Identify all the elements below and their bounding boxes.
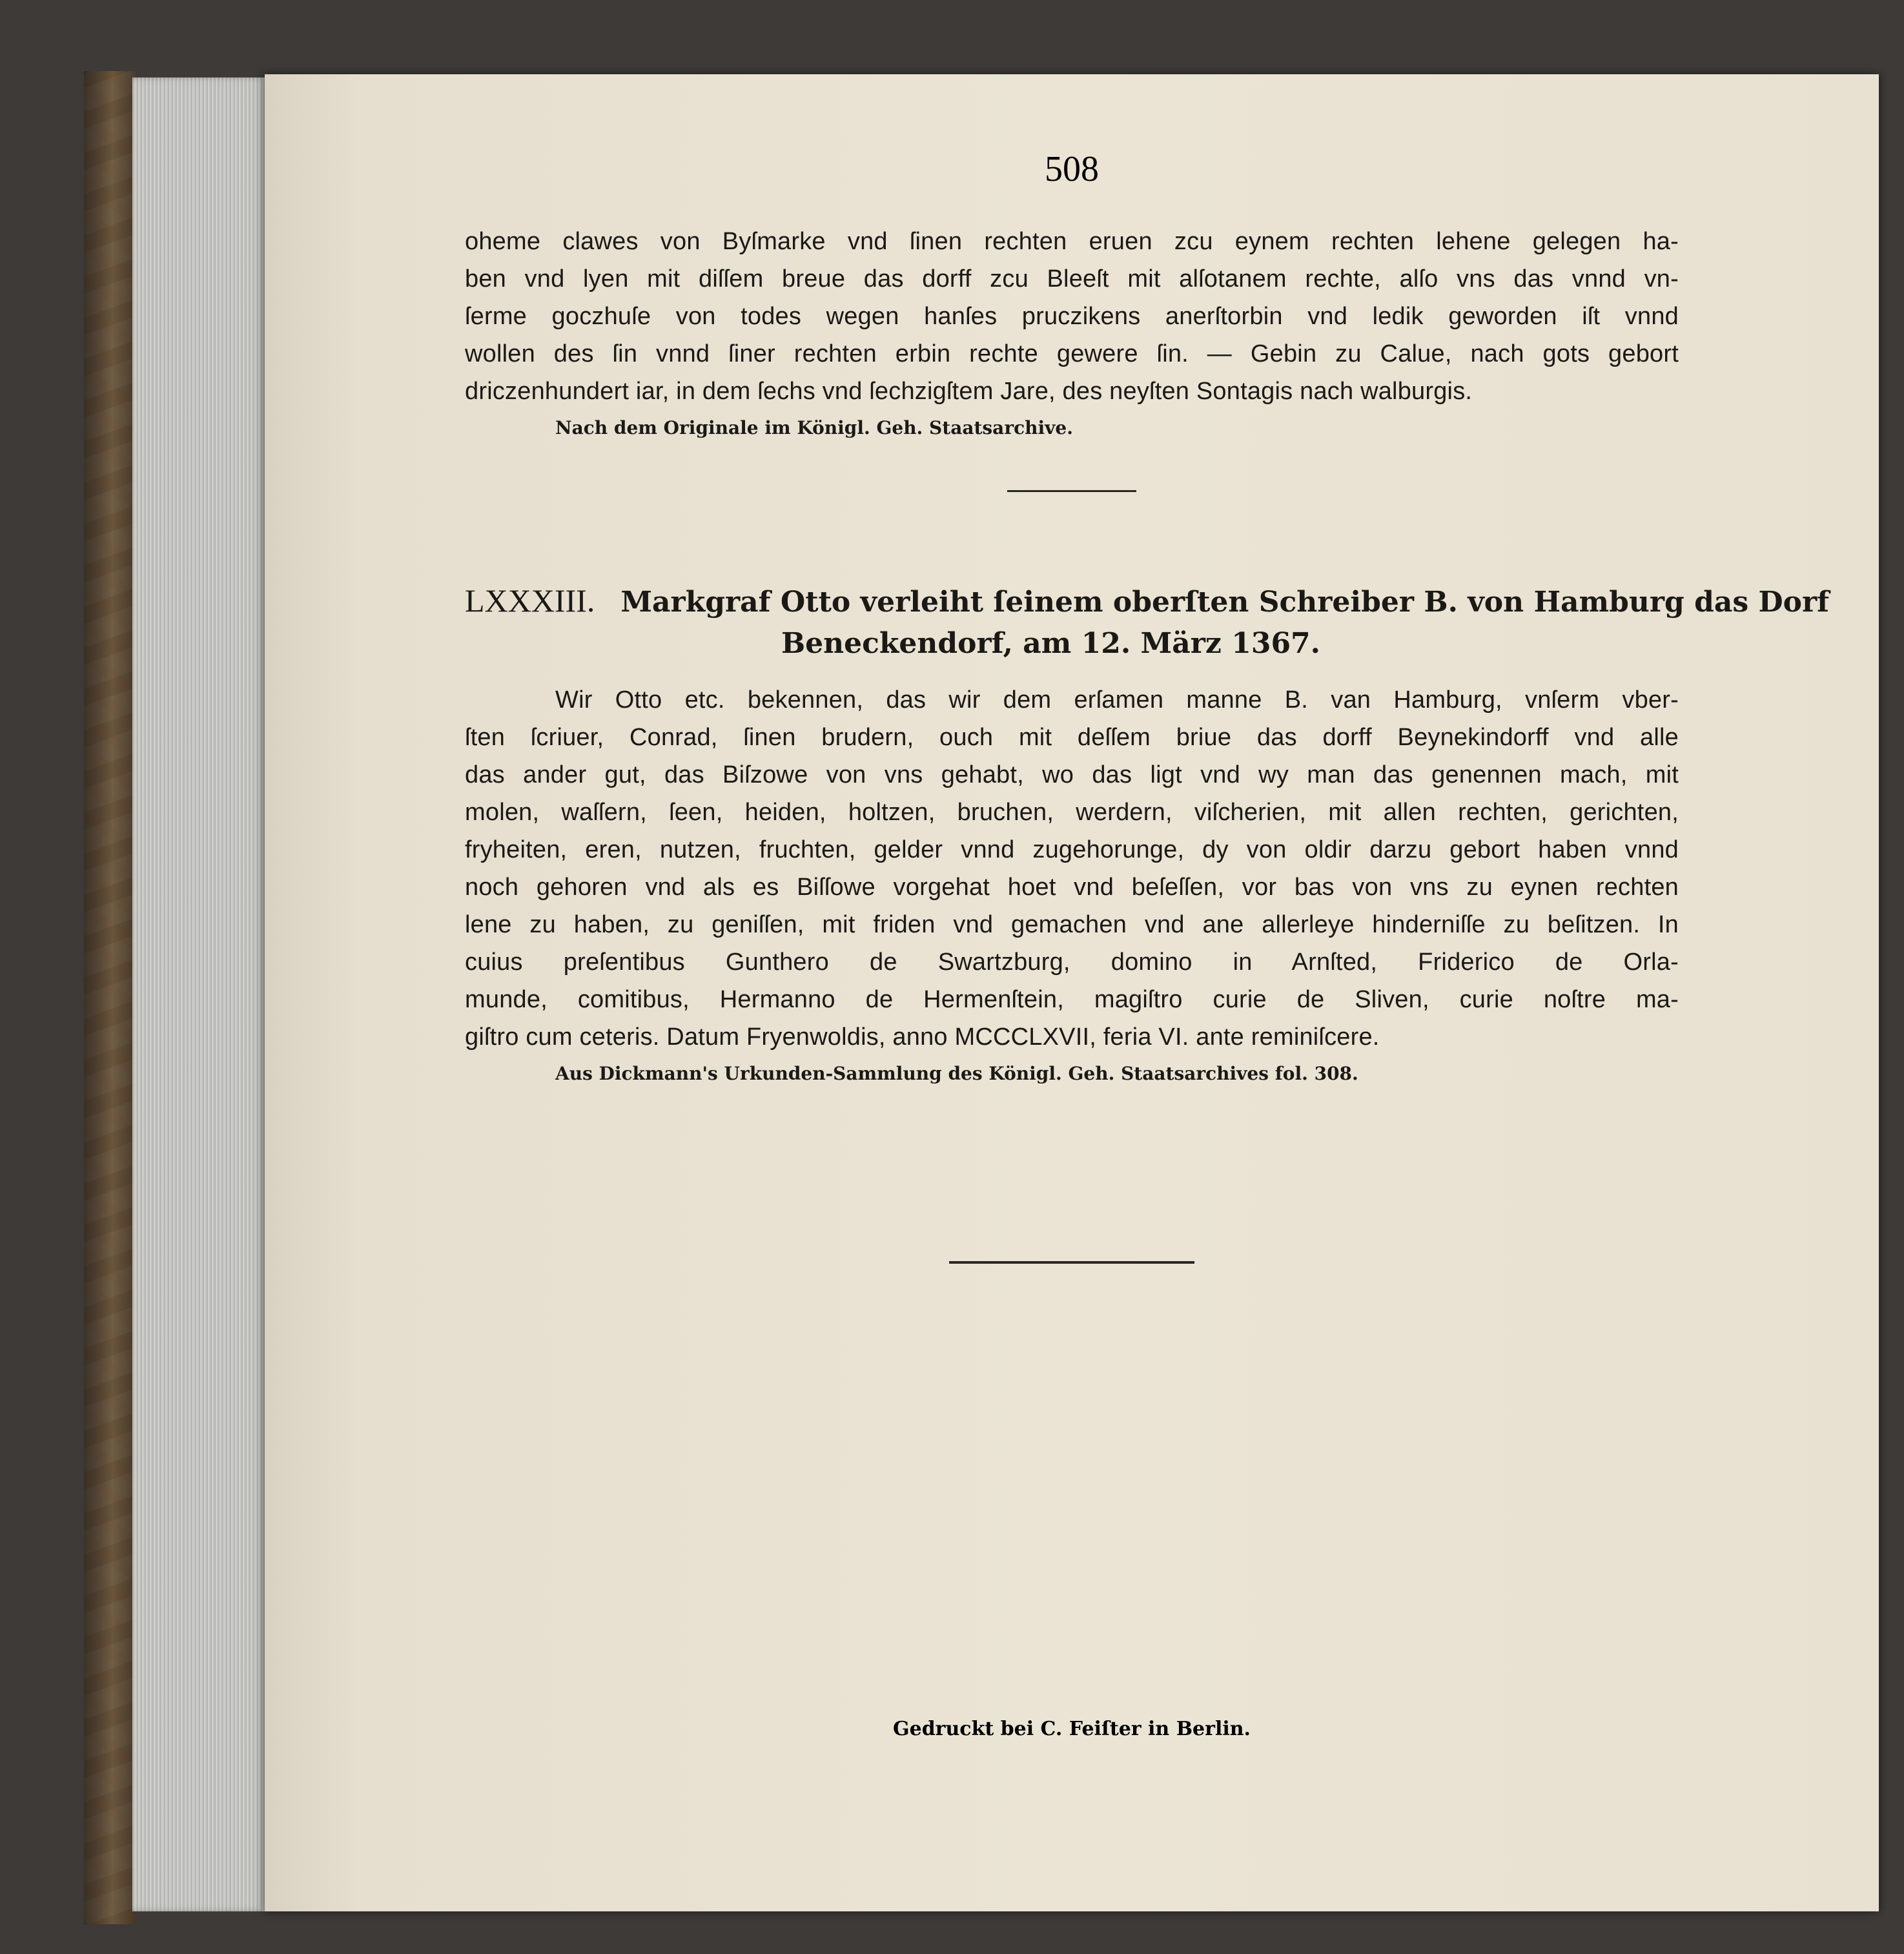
book-page: [265, 74, 1879, 1911]
page-number: 508: [1045, 149, 1099, 189]
page-edges: [132, 77, 268, 1911]
source-note: Nach dem Originale im Königl. Geh. Staatsarchive.: [555, 417, 1073, 438]
heading-line-2: Beneckendorf, am 12. März 1367.: [781, 627, 1320, 660]
end-divider: [949, 1261, 1194, 1264]
marbled-cover: [84, 71, 136, 1924]
text-line: ſerme goczhuſe von todes wegen hanſes pruczikens anerſtorbin vnd ledik geworden iſt vnnd: [465, 303, 1679, 330]
text-line: noch gehoren vnd als es Biſſowe vorgehat hoet vnd beſeſſen, vor bas von vns zu eynen rechten: [465, 874, 1679, 901]
document-body: [465, 681, 1679, 1056]
paragraph-continuation: [465, 223, 1679, 410]
heading-line-1: [465, 580, 1830, 623]
text-line: fryheiten, eren, nutzen, fruchten, gelder vnnd zugehorunge, dy von oldir darzu gebort haben vnnd: [465, 836, 1679, 863]
text-line: wollen des ſin vnnd ſiner rechten erbin rechte gewere ſin. — Gebin zu Calue, nach gots gebort: [465, 340, 1679, 367]
text-line: giſtro cum ceteris. Datum Fryenwoldis, anno MCCCLXVII, feria VI. ante reminiſcere.: [465, 1023, 1380, 1051]
text-line: ben vnd lyen mit diſſem breue das dorff zcu Bleeſt mit alſotanem rechte, alſo vns das vnnd vn-: [465, 265, 1679, 293]
text-line: munde, comitibus, Hermanno de Hermenſtein, magiſtro curie de Sliven, curie noſtre ma-: [465, 986, 1679, 1013]
section-divider: [1007, 490, 1136, 492]
document-heading: [465, 580, 1830, 664]
text-line: Wir Otto etc. bekennen, das wir dem erſamen manne B. van Hamburg, vnſerm vber-: [555, 686, 1679, 714]
source-note: Aus Dickmann's Urkunden-Sammlung des Königl. Geh. Staatsarchives fol. 308.: [555, 1063, 1358, 1084]
text-line: driczenhundert iar, in dem ſechs vnd ſechzigſtem Jare, des neyſten Sontagis nach walburgis.: [465, 378, 1473, 405]
text-line: ſten ſcriuer, Conrad, ſinen brudern, ouch mit deſſem briue das dorff Beynekindorff vnd alle: [465, 724, 1679, 751]
page-content: [465, 223, 1830, 1264]
text-line: molen, waſſern, ſeen, heiden, holtzen, bruchen, werdern, viſcherien, mit allen rechten, gerichten,: [465, 799, 1679, 826]
text-line: das ander gut, das Biſzowe von vns gehabt, wo das ligt vnd wy man das genennen mach, mit: [465, 761, 1679, 788]
printer-imprint: Gedruckt bei C. Feiſter in Berlin.: [893, 1718, 1251, 1740]
heading-title: Markgraf Otto verleiht ſeinem oberſten Schreiber B. von Hamburg das Dorf: [620, 586, 1830, 619]
text-line: lene zu haben, zu geniſſen, mit friden vnd gemachen vnd ane allerleye hinderniſſe zu beſitzen. In: [465, 911, 1679, 938]
text-line: cuius preſentibus Gunthero de Swartzburg, domino in Arnſted, Friderico de Orla-: [465, 949, 1679, 976]
document-number: LXXXIII.: [465, 582, 595, 619]
text-line: oheme clawes von Byſmarke vnd ſinen rechten eruen zcu eynem rechten lehene gelegen ha-: [465, 228, 1679, 255]
